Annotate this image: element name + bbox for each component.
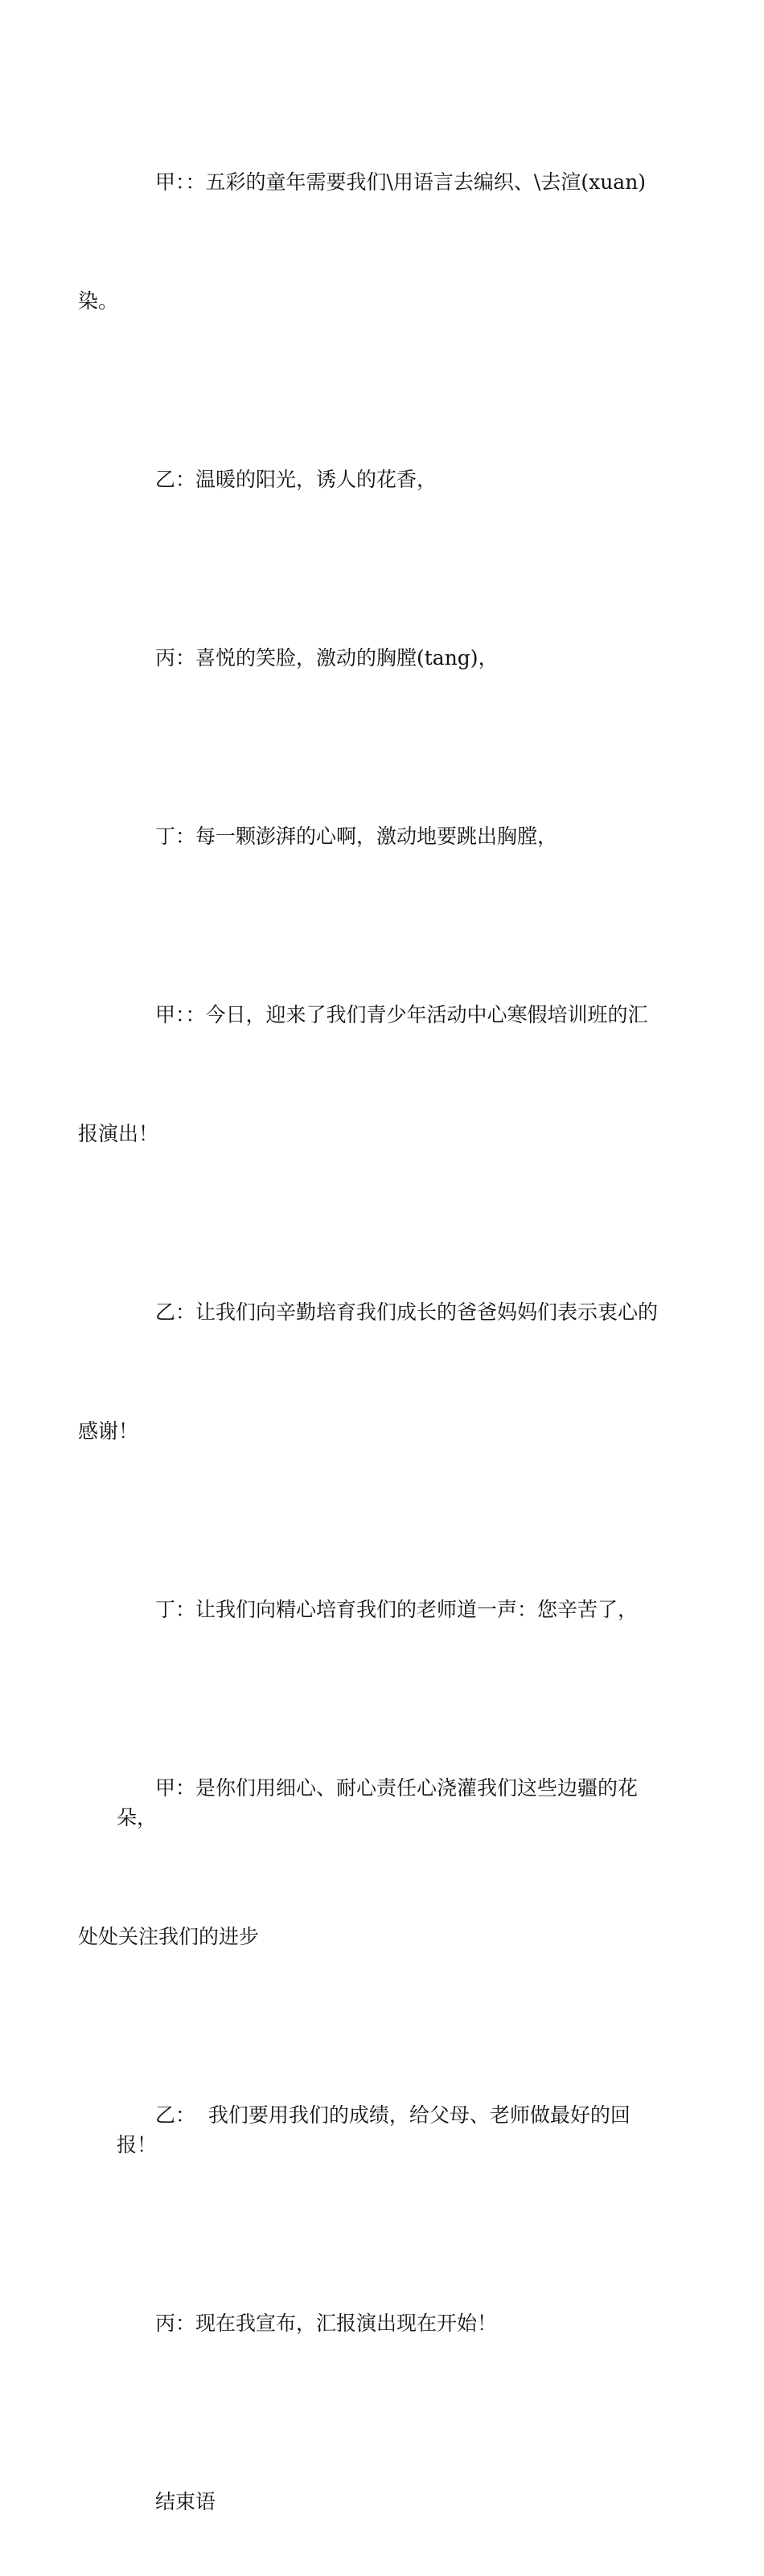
paragraph-3 <box>117 584 662 732</box>
paragraph-line: 丙：喜悦的笑脸，激动的胸膛(tang)， <box>155 646 499 670</box>
document-body <box>78 108 662 2576</box>
paragraph-line: 结束语 <box>155 2490 216 2513</box>
paragraph-5 <box>78 940 662 1208</box>
paragraph-8 <box>78 1714 662 2011</box>
paragraph-line: 丁：让我们向精心培育我们的老师道一声：您辛苦了， <box>155 1598 639 1621</box>
paragraph-line: 甲：是你们用细心、耐心责任心浇灌我们这些边疆的花朵， <box>117 1776 639 1829</box>
paragraph-line: 染。 <box>78 289 119 313</box>
paragraph-2 <box>117 405 662 554</box>
paragraph-line: 乙：温暖的阳光，诱人的花香， <box>155 468 437 491</box>
paragraph-line: 乙：让我们向辛勤培育我们成长的爸爸妈妈们表示衷心的 <box>155 1300 659 1324</box>
paragraph-line: 丁：每一颗澎湃的心啊，激动地要跳出胸膛， <box>155 825 558 848</box>
paragraph-line: 甲：：五彩的童年需要我们\用语言去编织、\去渲(xuan) <box>155 170 647 194</box>
paragraph-9 <box>117 2041 662 2219</box>
paragraph-4 <box>117 762 662 911</box>
paragraph-10 <box>117 2249 662 2398</box>
paragraph-line: 报演出！ <box>78 1122 159 1145</box>
paragraph-line: 处处关注我们的进步 <box>78 1925 260 1948</box>
paragraph-line: 丙：现在我宣布，汇报演出现在开始！ <box>155 2312 498 2335</box>
paragraph-line: 乙： 我们要用我们的成绩，给父母、老师做最好的回报！ <box>117 2103 631 2156</box>
paragraph-line: 甲：：今日，迎来了我们青少年活动中心寒假培训班的汇 <box>155 1003 648 1026</box>
paragraph-line: 感谢！ <box>78 1419 139 1443</box>
paragraph-11 <box>117 2427 662 2576</box>
paragraph-1 <box>78 108 662 375</box>
paragraph-7 <box>117 1535 662 1684</box>
paragraph-6 <box>78 1238 662 1505</box>
